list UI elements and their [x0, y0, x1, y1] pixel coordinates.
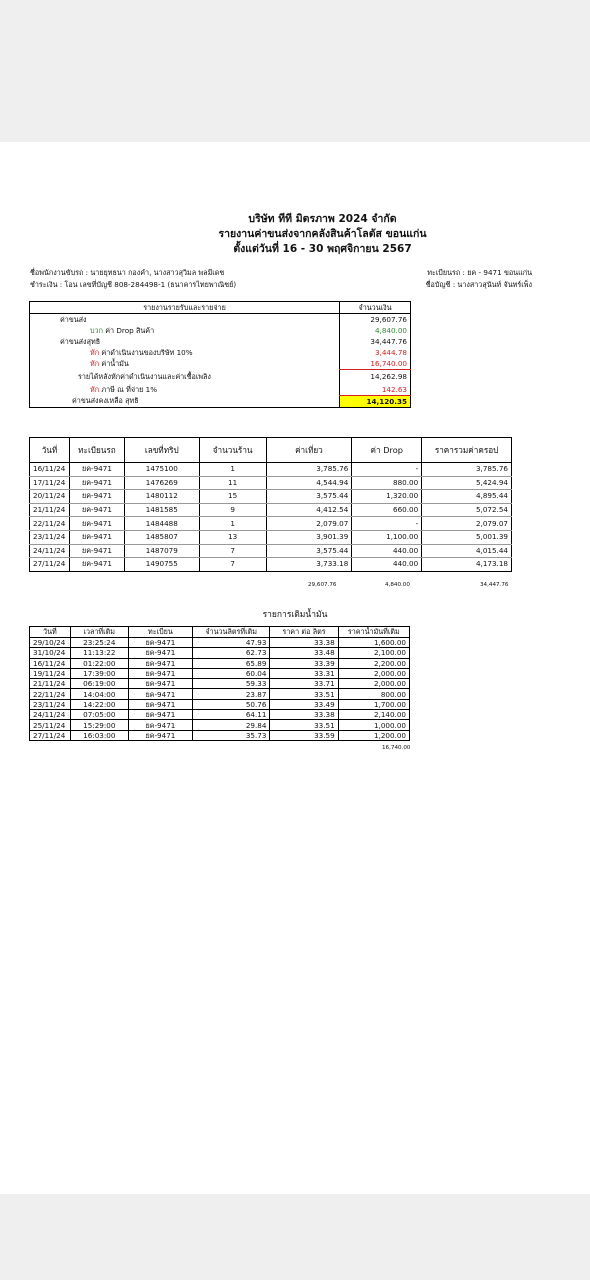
cell-plate: ยค-9471: [69, 503, 124, 517]
summary-row: [30, 358, 411, 370]
fuel-header: จำนวนลิตรที่เติม: [192, 627, 269, 638]
cell-date: 27/11/24: [30, 558, 70, 572]
cell-date: 25/11/24: [30, 720, 71, 730]
table-row: [30, 544, 512, 558]
cell-total: 5,001.39: [422, 530, 512, 544]
summary-row: [30, 384, 411, 396]
cell-plate: ยค-9471: [128, 658, 192, 668]
cell-trip-fee: 4,544.94: [266, 476, 352, 490]
cell-time: 23:25:24: [70, 638, 128, 648]
grand-total: 34,447.76: [480, 582, 509, 588]
cell-fuel-cost: 1,000.00: [338, 720, 409, 730]
table-row: [30, 730, 410, 740]
payment-info: ชำระเงิน : โอน เลขที่บัญชี 808-284498-1 (ธนาคารไทยพาณิชย์): [30, 280, 237, 289]
summary-row: [30, 314, 411, 326]
fuel-total: 16,740.00: [382, 745, 411, 751]
trips-header: ราคารวมค่าครอป: [422, 438, 512, 463]
cell-fuel-cost: 2,140.00: [338, 710, 409, 720]
trips-header: วันที่: [30, 438, 70, 463]
cell-plate: ยค-9471: [128, 710, 192, 720]
summary-label: ค่าขนส่ง: [30, 314, 340, 326]
cell-stores: 13: [199, 530, 266, 544]
cell-total: 4,895.44: [422, 490, 512, 504]
summary-prefix: หัก: [90, 359, 100, 369]
cell-plate: ยค-9471: [128, 668, 192, 678]
summary-label: ค่าขนส่งคงเหลือ สุทธิ: [30, 395, 340, 407]
table-row: [30, 638, 410, 648]
trips-header: จำนวนร้าน: [199, 438, 266, 463]
cell-total: 3,785.76: [422, 463, 512, 477]
table-row: [30, 679, 410, 689]
cell-plate: ยค-9471: [128, 720, 192, 730]
summary-label: ค่าขนส่งสุทธิ: [30, 336, 340, 347]
cell-stores: 11: [199, 476, 266, 490]
cell-fuel-cost: 2,000.00: [338, 668, 409, 678]
summary-label: ค่าน้ำมัน: [101, 359, 129, 369]
cell-stores: 9: [199, 503, 266, 517]
cell-drop: -: [352, 517, 422, 531]
summary-value: 34,447.76: [340, 336, 411, 347]
trips-header: ค่า Drop: [352, 438, 422, 463]
cell-liters: 62.73: [192, 648, 269, 658]
table-row: [30, 699, 410, 709]
cell-trip-fee: 3,901.39: [266, 530, 352, 544]
cell-price-per-liter: 33.31: [270, 668, 338, 678]
cell-stores: 7: [199, 544, 266, 558]
summary-prefix: หัก: [90, 384, 100, 394]
fuel-table: [29, 626, 410, 741]
cell-total: 5,072.54: [422, 503, 512, 517]
cell-date: 17/11/24: [30, 476, 70, 490]
table-row: [30, 558, 512, 572]
cell-trip: 1487079: [124, 544, 199, 558]
cell-time: 14:22:00: [70, 699, 128, 709]
cell-drop: 1,320.00: [352, 490, 422, 504]
summary-label: ภาษี ณ ที่จ่าย 1%: [101, 384, 158, 394]
summary-table: [29, 301, 411, 408]
cell-total: 4,173.18: [422, 558, 512, 572]
cell-trip-fee: 3,733.18: [266, 558, 352, 572]
cell-total: 5,424.94: [422, 476, 512, 490]
table-row: [30, 503, 512, 517]
cell-price-per-liter: 33.48: [270, 648, 338, 658]
cell-stores: 1: [199, 517, 266, 531]
cell-price-per-liter: 33.51: [270, 689, 338, 699]
cell-price-per-liter: 33.51: [270, 720, 338, 730]
cell-plate: ยค-9471: [128, 638, 192, 648]
cell-total: 2,079.07: [422, 517, 512, 531]
cell-time: 07:05:00: [70, 710, 128, 720]
company-name: บริษัท ทีที มิตรภาพ 2024 จำกัด: [248, 213, 397, 225]
fuel-header: เวลาที่เติม: [70, 627, 128, 638]
summary-value: 4,840.00: [340, 325, 411, 336]
cell-date: 16/11/24: [30, 658, 71, 668]
cell-date: 19/11/24: [30, 668, 71, 678]
cell-stores: 15: [199, 490, 266, 504]
summary-label: ค่าดำเนินงานของบริษัท 10%: [101, 348, 193, 357]
summary-header-desc: รายงานรายรับและรายจ่าย: [30, 302, 340, 314]
cell-drop: 1,100.00: [352, 530, 422, 544]
cell-price-per-liter: 33.49: [270, 699, 338, 709]
trips-header: เลขที่ทริป: [124, 438, 199, 463]
cell-trip: 1484488: [124, 517, 199, 531]
summary-value: 142.63: [340, 384, 411, 396]
summary-value: 16,740.00: [340, 358, 411, 370]
cell-drop: 440.00: [352, 544, 422, 558]
cell-date: 29/10/24: [30, 638, 71, 648]
cell-trip: 1476269: [124, 476, 199, 490]
cell-trip-fee: 3,575.44: [266, 490, 352, 504]
table-row: [30, 517, 512, 531]
cell-liters: 35.73: [192, 730, 269, 740]
table-row: [30, 490, 512, 504]
cell-date: 23/11/24: [30, 699, 71, 709]
cell-date: 16/11/24: [30, 463, 70, 477]
summary-row: [30, 336, 411, 347]
cell-date: 23/11/24: [30, 530, 70, 544]
cell-plate: ยค-9471: [69, 463, 124, 477]
cell-liters: 60.04: [192, 668, 269, 678]
cell-price-per-liter: 33.39: [270, 658, 338, 668]
trips-header: ทะเบียนรถ: [69, 438, 124, 463]
summary-prefix: บวก: [90, 326, 103, 335]
account-name: ชื่อบัญชี : นางสาวสุนันท์ จันทร์เพ็ง: [425, 280, 532, 289]
document-page: [0, 142, 590, 1194]
summary-value: 29,607.76: [340, 314, 411, 326]
trips-header-row: [30, 438, 512, 463]
vehicle-info: [426, 267, 532, 291]
table-row: [30, 658, 410, 668]
cell-date: 27/11/24: [30, 730, 71, 740]
cell-time: 16:03:00: [70, 730, 128, 740]
cell-plate: ยค-9471: [69, 558, 124, 572]
cell-date: 22/11/24: [30, 517, 70, 531]
summary-prefix: หัก: [90, 348, 100, 357]
cell-fuel-cost: 2,200.00: [338, 658, 409, 668]
drop-total: 4,840.00: [385, 582, 410, 588]
table-row: [30, 689, 410, 699]
cell-plate: ยค-9471: [69, 476, 124, 490]
fuel-header: ทะเบียน: [128, 627, 192, 638]
cell-trip-fee: 3,575.44: [266, 544, 352, 558]
fuel-header: ราคา ต่อ ลิตร: [270, 627, 338, 638]
cell-time: 06:19:00: [70, 679, 128, 689]
trips-header: ค่าเที่ยว: [266, 438, 352, 463]
cell-fuel-cost: 2,100.00: [338, 648, 409, 658]
cell-total: 4,015.44: [422, 544, 512, 558]
cell-liters: 50.76: [192, 699, 269, 709]
cell-date: 21/11/24: [30, 679, 71, 689]
summary-header-amount: จำนวนเงิน: [340, 302, 411, 314]
cell-date: 31/10/24: [30, 648, 71, 658]
cell-trip: 1475100: [124, 463, 199, 477]
cell-drop: 440.00: [352, 558, 422, 572]
summary-net-value: 14,120.35: [340, 395, 411, 407]
cell-trip: 1480112: [124, 490, 199, 504]
table-row: [30, 476, 512, 490]
fuel-header-row: [30, 627, 410, 638]
summary-row: [30, 370, 411, 384]
fuel-header: ราคาน้ำมันที่เติม: [338, 627, 409, 638]
summary-value: 3,444.78: [340, 347, 411, 358]
cell-time: 14:04:00: [70, 689, 128, 699]
cell-fuel-cost: 1,600.00: [338, 638, 409, 648]
cell-plate: ยค-9471: [128, 730, 192, 740]
cell-date: 20/11/24: [30, 490, 70, 504]
table-row: [30, 530, 512, 544]
table-row: [30, 648, 410, 658]
cell-plate: ยค-9471: [128, 689, 192, 699]
cell-date: 24/11/24: [30, 544, 70, 558]
table-row: [30, 668, 410, 678]
cell-plate: ยค-9471: [128, 699, 192, 709]
cell-liters: 59.33: [192, 679, 269, 689]
table-row: [30, 720, 410, 730]
cell-plate: ยค-9471: [69, 517, 124, 531]
summary-label: ค่า Drop สินค้า: [105, 326, 155, 335]
fuel-section-title: รายการเติมน้ำมัน: [262, 610, 328, 620]
cell-date: 21/11/24: [30, 503, 70, 517]
cell-plate: ยค-9471: [128, 679, 192, 689]
cell-trip-fee: 4,412.54: [266, 503, 352, 517]
cell-liters: 23.87: [192, 689, 269, 699]
cell-drop: -: [352, 463, 422, 477]
report-title: รายงานค่าขนส่งจากคลังสินค้าโลตัส ขอนแก่น: [218, 228, 427, 240]
trips-table: [29, 437, 512, 572]
cell-time: 17:39:00: [70, 668, 128, 678]
plate-number: ทะเบียนรถ : ยค - 9471 ขอนแก่น: [427, 268, 532, 277]
summary-row: [30, 325, 411, 336]
cell-plate: ยค-9471: [69, 490, 124, 504]
cell-date: 24/11/24: [30, 710, 71, 720]
table-row: [30, 710, 410, 720]
cell-time: 01:22:00: [70, 658, 128, 668]
cell-liters: 47.93: [192, 638, 269, 648]
trip-fee-total: 29,607.76: [308, 582, 337, 588]
cell-trip: 1490755: [124, 558, 199, 572]
summary-row: [30, 395, 411, 407]
cell-fuel-cost: 800.00: [338, 689, 409, 699]
cell-fuel-cost: 1,700.00: [338, 699, 409, 709]
summary-value: 14,262.98: [340, 370, 411, 384]
cell-trip: 1485807: [124, 530, 199, 544]
cell-price-per-liter: 33.38: [270, 638, 338, 648]
cell-plate: ยค-9471: [128, 648, 192, 658]
cell-price-per-liter: 33.71: [270, 679, 338, 689]
cell-stores: 1: [199, 463, 266, 477]
summary-row: [30, 347, 411, 358]
cell-plate: ยค-9471: [69, 530, 124, 544]
driver-names: ชื่อพนักงานขับรถ : นายยุทธนา กองคำ, นางสาวสุวิมล พลมีเดช: [30, 268, 225, 277]
cell-stores: 7: [199, 558, 266, 572]
driver-info: [30, 267, 236, 291]
cell-liters: 64.11: [192, 710, 269, 720]
table-row: [30, 463, 512, 477]
cell-plate: ยค-9471: [69, 544, 124, 558]
summary-label: รายได้หลังหักค่าดำเนินงานและค่าเชื้อเพลิง: [30, 370, 340, 384]
cell-time: 11:13:22: [70, 648, 128, 658]
cell-liters: 65.89: [192, 658, 269, 668]
cell-price-per-liter: 33.59: [270, 730, 338, 740]
report-header: [0, 212, 590, 257]
cell-drop: 880.00: [352, 476, 422, 490]
cell-price-per-liter: 33.38: [270, 710, 338, 720]
cell-trip-fee: 3,785.76: [266, 463, 352, 477]
fuel-header: วันที่: [30, 627, 71, 638]
cell-drop: 660.00: [352, 503, 422, 517]
cell-date: 22/11/24: [30, 689, 71, 699]
cell-time: 15:29:00: [70, 720, 128, 730]
report-period: ตั้งแต่วันที่ 16 - 30 พฤศจิกายน 2567: [233, 243, 412, 255]
cell-fuel-cost: 1,200.00: [338, 730, 409, 740]
cell-fuel-cost: 2,000.00: [338, 679, 409, 689]
cell-trip-fee: 2,079.07: [266, 517, 352, 531]
cell-trip: 1481585: [124, 503, 199, 517]
cell-liters: 29.84: [192, 720, 269, 730]
